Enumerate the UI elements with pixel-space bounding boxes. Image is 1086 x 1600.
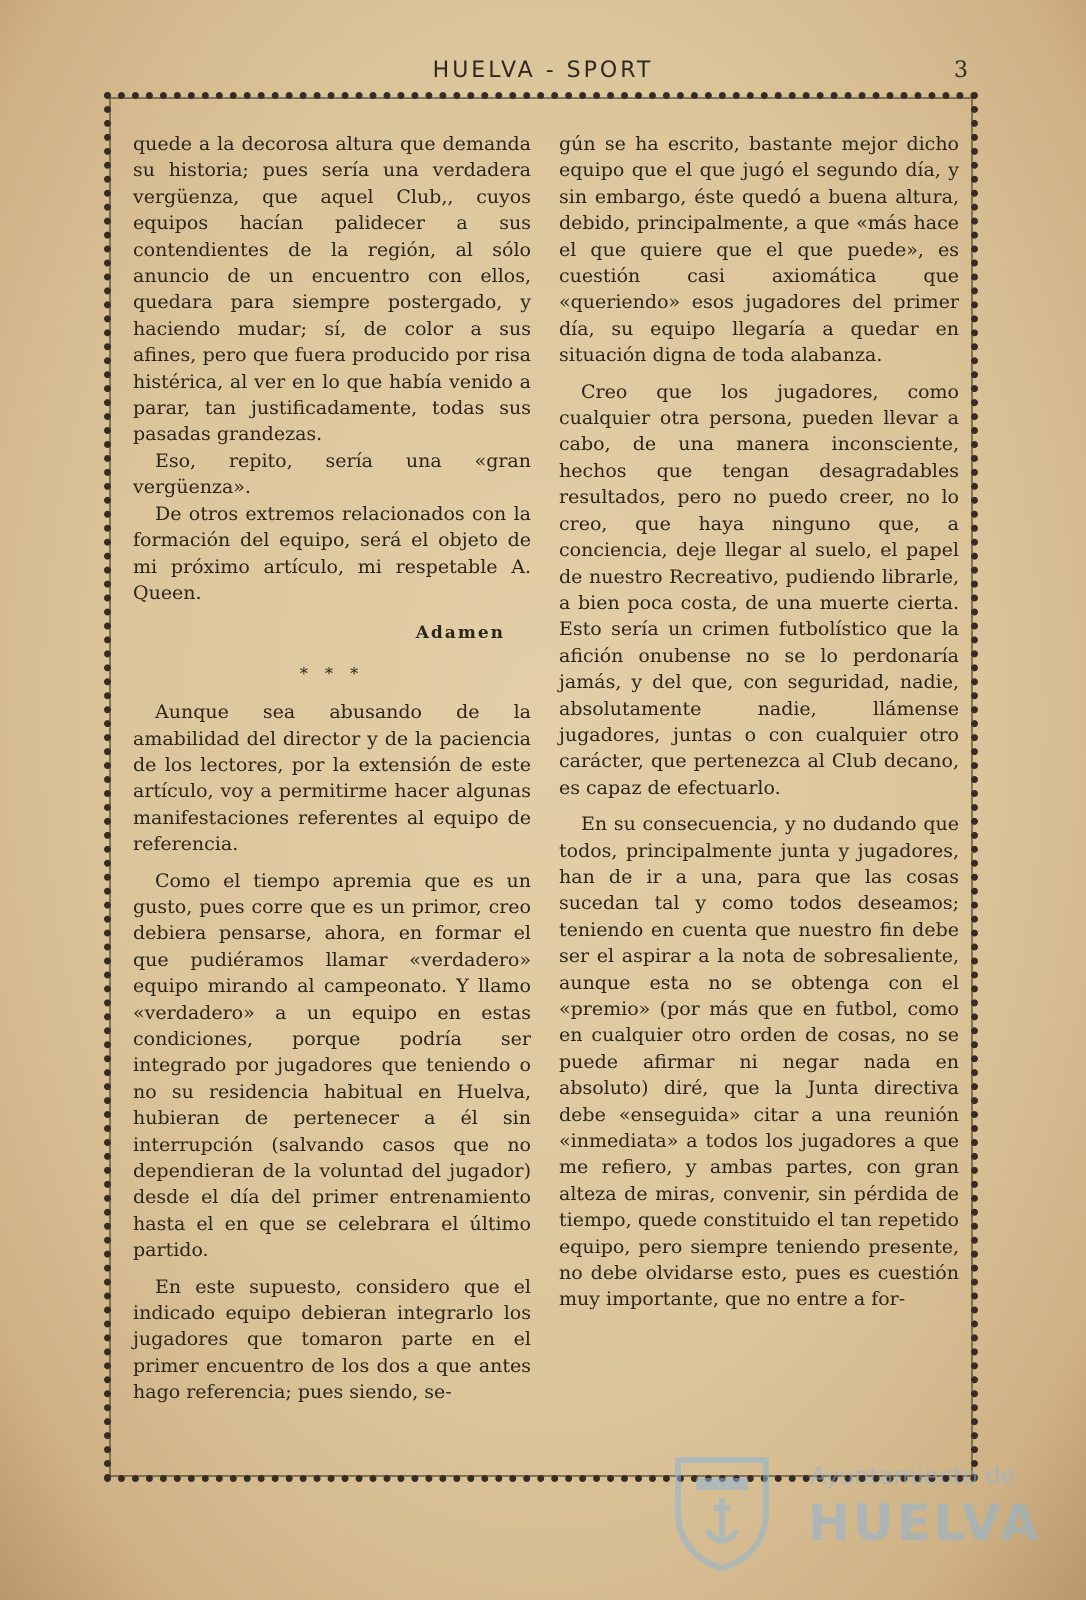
paragraph: quede a la decorosa altura que demanda su historia; pues sería una verdadera vergüenza, que aquel Club,, cuyos equipos hacían palidecer a sus contendientes de la región, al sólo anuncio de un encuentro con ellos, quedara para siempre postergado, y haciendo mudar; sí, de color a sus afines, pero que fuera producido por risa histérica, al ver en lo que había venido a parar, tan justificadamente, todas sus pasadas grandezas. [133, 133, 531, 446]
paragraph: En su consecuencia, y no dudando que todos, principalmente junta y jugadores, han de ir a una, para que las cosas sucedan tal y como todos deseamos; teniendo en cuenta que nuestro fin debe ser el aspirar a la nota de sobresaliente, aunque esta no se obtenga con el «premio» (por más que en futbol, como en cualquier otro orden de cosas, no se puede afirmar ni negar nada en absoluto) diré, que la Junta directiva debe «enseguida» citar a una reunión «inmediata» a todos los jugadores a que me refiero, y ambas partes, con gran alteza de miras, convenir, sin pérdida de tiempo, quede constituido el tan repetido equipo, pero siempre teniendo presente, no debe olvidarse esto, pues es cuestión muy importante, que no entre a for- [559, 813, 959, 1311]
paragraph: De otros extremos relacionados con la formación del equipo, será el objeto de mi próximo artículo, mi respetable A. Queen. [133, 502, 531, 604]
paragraph: Aunque sea abusando de la amabilidad del director y de la paciencia de los lectores, por la extensión de este artículo, voy a permitirme hacer algunas manifestaciones referentes al equipo de referencia. [133, 701, 531, 856]
paragraph: gún se ha escrito, bastante mejor dicho equipo que el que jugó el segundo día, y sin embargo, éste quedó a buena altura, debido, principalmente, a que «más hace el que quiere que el que puede», es cuestión casi axiomática que «queriendo» esos jugadores del primer día, su equipo llegaría a quedar en situación digna de toda alabanza. [559, 133, 959, 367]
paragraph: Creo que los jugadores, como cualquier otra persona, pueden llevar a cabo, de una manera inconsciente, hechos que tengan desagradables resultados, pero no puedo creer, no lo creo, que haya ninguno que, a conciencia, deje llegar al suelo, el papel de nuestro Recreativo, pudiendo librarle, a bien poca costa, de una muerte cierta. Esto sería un crimen futbolístico que la afición onubense no se lo perdonaría jamás, y del que, con seguridad, nadie, absolutamente nadie, llámense jugadores, juntas o con cualquier otro carácter, que pertenezca al Club decano, es capaz de efectuarlo. [559, 380, 959, 799]
watermark-line1: Ayuntamiento de [810, 1462, 1016, 1490]
left-column [133, 131, 531, 1406]
page-number: 3 [954, 58, 968, 83]
watermark-line2: HUELVA [808, 1494, 1042, 1552]
author-signature: Adamen [415, 623, 505, 644]
page-header [0, 58, 1086, 92]
right-column [559, 131, 959, 1313]
publication-title: HUELVA - SPORT [432, 58, 654, 83]
section-separator: * * * [299, 663, 365, 683]
paragraph: Como el tiempo apremia que es un gusto, pues corre que es un primor, creo debiera pensarse, ahora, en formar el que pudiéramos llamar «verdadero» equipo mirando al campeonato. Y llamo «verdadero» a un equipo en estas condiciones, porque podría ser integrado por jugadores que teniendo o no su residencia habitual en Huelva, hubieran de pertenecer a él sin interrupción (salvando casos que no dependieran de la voluntad del jugador) desde el día del primer entrenamiento hasta el en que se celebrara el último partido. [133, 869, 531, 1262]
paragraph: Eso, repito, sería una «gran vergüenza». [133, 449, 531, 499]
dotted-border-frame [104, 92, 978, 1482]
archive-watermark [668, 1452, 1042, 1572]
paragraph: En este supuesto, considero que el indicado equipo debieran integrarlo los jugadores que tomaron parte en el primer encuentro de los dos a que antes hago referencia; pues siendo, se- [133, 1275, 531, 1404]
coat-of-arms-icon [668, 1452, 776, 1572]
